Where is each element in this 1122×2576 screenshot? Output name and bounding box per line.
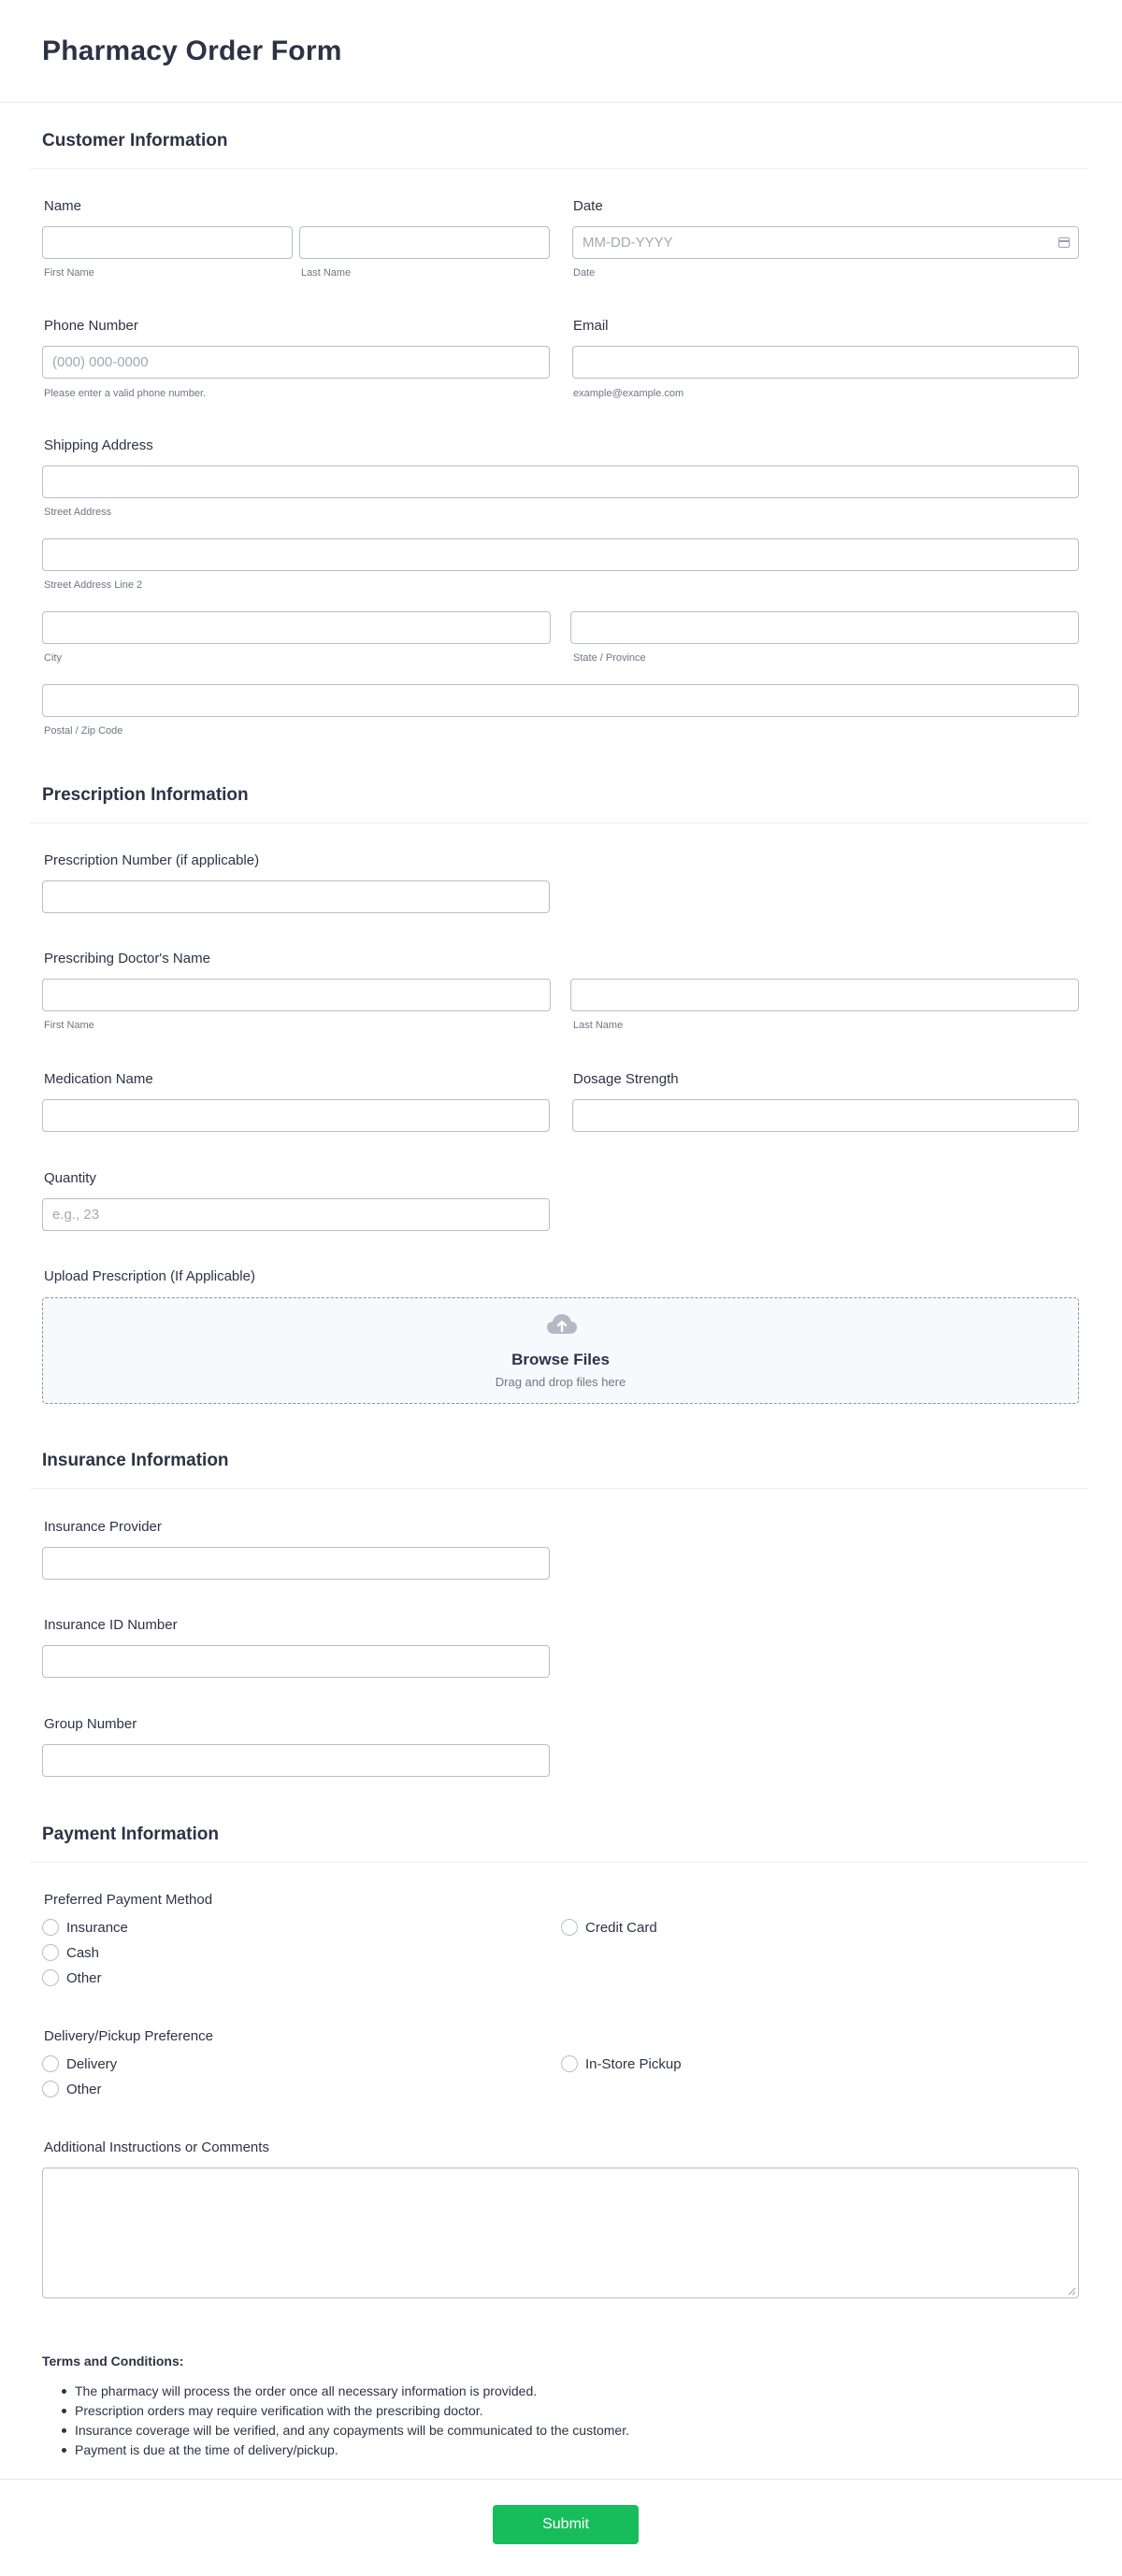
phone-input[interactable]: [42, 346, 550, 379]
terms-item: Prescription orders may require verification with the prescribing doctor.: [56, 2401, 629, 2421]
dosage-strength-input[interactable]: [572, 1099, 1079, 1132]
radio-label-in-store-pickup[interactable]: In-Store Pickup: [585, 2056, 682, 2072]
email-sublabel: example@example.com: [573, 388, 684, 399]
radio-insurance[interactable]: [42, 1919, 59, 1936]
radio-label-delivery[interactable]: Delivery: [66, 2056, 118, 2072]
radio-delivery[interactable]: [42, 2055, 59, 2072]
street-address-sublabel: Street Address: [44, 507, 112, 518]
radio-payment-other[interactable]: [42, 1969, 59, 1986]
last-name-sublabel: Last Name: [301, 267, 352, 279]
name-label: Name: [44, 198, 82, 214]
insurance-provider-input[interactable]: [42, 1547, 550, 1580]
form-header: [0, 0, 1122, 103]
doctor-name-label: Prescribing Doctor's Name: [44, 951, 210, 966]
comments-textarea[interactable]: [42, 2168, 1079, 2298]
doctor-first-name-input[interactable]: [42, 979, 551, 1011]
upload-label: Upload Prescription (If Applicable): [44, 1268, 255, 1284]
insurance-id-label: Insurance ID Number: [44, 1617, 178, 1633]
file-upload-dropzone[interactable]: [42, 1297, 1079, 1404]
terms-list: [56, 2382, 629, 2460]
phone-sublabel: Please enter a valid phone number.: [44, 388, 207, 399]
group-number-input[interactable]: [42, 1744, 550, 1777]
terms-item: Payment is due at the time of delivery/pickup.: [56, 2440, 629, 2460]
date-label: Date: [573, 198, 603, 214]
terms-item: Insurance coverage will be verified, and any copayments will be communicated to the customer.: [56, 2421, 629, 2440]
insurance-id-input[interactable]: [42, 1645, 550, 1678]
state-input[interactable]: [570, 611, 1079, 644]
section-divider: [30, 168, 1089, 169]
date-sublabel: Date: [573, 267, 596, 279]
postal-code-sublabel: Postal / Zip Code: [44, 725, 123, 737]
postal-code-input[interactable]: [42, 684, 1079, 717]
section-title-prescription: Prescription Information: [42, 785, 249, 805]
section-divider: [30, 1862, 1089, 1863]
radio-label-payment-other[interactable]: Other: [66, 1970, 102, 1986]
footer-divider: [0, 2479, 1122, 2480]
section-title-customer: Customer Information: [42, 131, 228, 150]
payment-method-label: Preferred Payment Method: [44, 1892, 213, 1908]
radio-cash[interactable]: [42, 1944, 59, 1961]
doctor-last-name-sublabel: Last Name: [573, 1020, 624, 1031]
dosage-strength-label: Dosage Strength: [573, 1071, 679, 1087]
section-title-insurance: Insurance Information: [42, 1451, 229, 1470]
email-input[interactable]: [572, 346, 1079, 379]
browse-files-text[interactable]: Browse Files: [511, 1351, 610, 1368]
submit-button[interactable]: Submit: [493, 2505, 639, 2544]
group-number-label: Group Number: [44, 1716, 137, 1732]
cloud-upload-icon: [546, 1313, 578, 1336]
radio-label-insurance[interactable]: Insurance: [66, 1920, 128, 1936]
city-sublabel: City: [44, 652, 62, 664]
form-title: Pharmacy Order Form: [42, 36, 342, 66]
street-address-2-input[interactable]: [42, 538, 1079, 571]
resize-handle-icon[interactable]: [1067, 2286, 1076, 2296]
radio-label-cash[interactable]: Cash: [66, 1945, 100, 1961]
doctor-first-name-sublabel: First Name: [44, 1020, 94, 1031]
section-title-payment: Payment Information: [42, 1825, 219, 1844]
section-divider: [30, 1488, 1089, 1489]
last-name-input[interactable]: [299, 226, 550, 259]
drag-drop-hint: Drag and drop files here: [495, 1375, 626, 1389]
state-sublabel: State / Province: [573, 652, 646, 664]
radio-delivery-other[interactable]: [42, 2081, 59, 2097]
calendar-icon[interactable]: [1058, 237, 1070, 248]
first-name-sublabel: First Name: [44, 267, 94, 279]
radio-in-store-pickup[interactable]: [561, 2055, 578, 2072]
terms-item: The pharmacy will process the order once all necessary information is provided.: [56, 2382, 629, 2401]
insurance-provider-label: Insurance Provider: [44, 1519, 162, 1535]
comments-label: Additional Instructions or Comments: [44, 2140, 269, 2155]
quantity-input[interactable]: [42, 1198, 550, 1231]
radio-label-credit-card[interactable]: Credit Card: [585, 1920, 657, 1936]
prescription-number-label: Prescription Number (if applicable): [44, 852, 260, 868]
doctor-last-name-input[interactable]: [570, 979, 1079, 1011]
street-address-input[interactable]: [42, 465, 1079, 498]
delivery-preference-label: Delivery/Pickup Preference: [44, 2028, 213, 2044]
prescription-number-input[interactable]: [42, 880, 550, 913]
phone-label: Phone Number: [44, 318, 138, 334]
radio-credit-card[interactable]: [561, 1919, 578, 1936]
medication-name-label: Medication Name: [44, 1071, 153, 1087]
terms-title: Terms and Conditions:: [42, 2354, 184, 2368]
quantity-label: Quantity: [44, 1170, 96, 1186]
street-address-2-sublabel: Street Address Line 2: [44, 580, 143, 591]
date-input[interactable]: [572, 226, 1079, 259]
email-label: Email: [573, 318, 609, 334]
radio-label-delivery-other[interactable]: Other: [66, 2082, 102, 2097]
medication-name-input[interactable]: [42, 1099, 550, 1132]
shipping-address-label: Shipping Address: [44, 437, 153, 453]
first-name-input[interactable]: [42, 226, 293, 259]
city-input[interactable]: [42, 611, 551, 644]
